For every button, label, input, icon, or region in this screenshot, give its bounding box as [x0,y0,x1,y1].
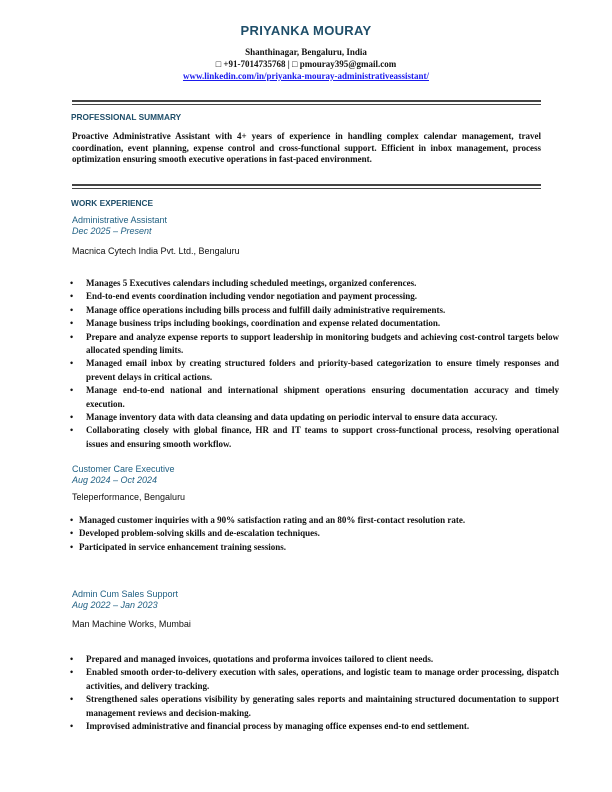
job-dates: Aug 2024 – Oct 2024 [72,475,158,485]
bullet-icon: • [70,304,74,315]
bullet-icon: • [70,278,74,288]
bullet-text: End-to-end events coordination including vendor negotiation and payment processing. [86,291,417,302]
divider [72,100,541,105]
bullet-item [70,384,559,411]
divider [72,184,541,189]
job-title-text: Admin Cum Sales Support [72,589,179,599]
phone-email-line [0,58,612,70]
bullet-text: Managed email inbox by creating structured folders and priority-based categorization to ensure timely responses and prevent delays in critical actions. [86,358,559,382]
bullet-icon: • [70,528,74,539]
bullet-item [70,720,559,733]
bullet-icon: • [70,667,74,678]
email-icon: □ [292,59,298,69]
job-bullets [70,653,559,733]
bullet-item [70,317,559,330]
bullet-item [70,514,503,527]
job-title-text: Customer Care Executive [72,464,175,474]
bullet-icon: • [70,515,74,525]
bullet-text: Manage inventory data with data cleansing and data updating on periodic interval to ensure data accuracy. [86,412,498,423]
bullet-item [70,693,559,720]
bullet-icon: • [70,358,74,369]
job-title [72,589,178,611]
job-title [72,464,175,486]
bullet-text: Enabled smooth order-to-delivery execution with sales, operations, and logistic team to manage order processing, dispatch activities, and delivery tracking. [86,667,559,691]
bullet-icon: • [70,694,74,705]
bullet-text: Collaborating closely with global finance, HR and IT teams to support cross-functional process, resolving operational issues and ensuring smooth workflow. [86,425,559,449]
job-title [72,215,167,237]
company: Macnica Cytech India Pvt. Ltd., Bengaluru [72,246,240,256]
bullet-icon: • [70,318,74,329]
bullet-item [70,653,559,666]
bullet-icon: • [70,385,74,396]
bullet-item [70,277,559,290]
job-bullets [70,277,559,451]
bullet-icon: • [70,541,74,552]
bullet-icon: • [70,654,74,664]
bullet-icon: • [70,331,74,342]
bullet-icon: • [70,721,74,732]
bullet-text: Manage office operations including bills process and fulfill daily administrative requirements. [86,304,446,315]
bullet-text: Prepared and managed invoices, quotations and proforma invoices tailored to client needs. [86,654,434,664]
job-dates: Dec 2025 – Present [72,226,152,236]
separator: | [287,59,290,69]
linkedin-link[interactable]: www.linkedin.com/in/priyanka-mouray-administrativeassistant/ [182,71,430,81]
bullet-item [70,304,559,317]
email[interactable]: pmouray395@gmail.com [299,59,397,69]
company: Teleperformance, Bengaluru [72,492,186,502]
bullet-item [70,666,559,693]
bullet-item [70,527,503,540]
bullet-item [70,331,559,358]
bullet-icon: • [70,425,74,436]
bullet-text: Managed customer inquiries with a 90% satisfaction rating and an 80% first-contact resolution rate. [79,515,466,525]
bullet-item [70,411,559,424]
bullet-item [70,290,559,303]
job-dates: Aug 2022 – Jan 2023 [72,600,158,610]
bullet-text: Participated in service enhancement training sessions. [79,541,286,552]
bullet-icon: • [70,412,74,423]
experience-heading: WORK EXPERIENCE [71,198,154,208]
bullet-text: Strengthened sales operations visibility by generating sales reports and maintaining structured documentation to support management reviews and decision-making. [86,694,559,718]
summary-text: Proactive Administrative Assistant with 4+ years of experience in handling complex calendar management, travel coordination, event planning, expense control and cross-functional support. Efficient in inbox management, process optimization ensuring smooth executive operations in fast-paced environment. [72,131,541,165]
contact-block [0,46,612,82]
bullet-item [70,541,503,554]
bullet-item [70,424,559,451]
company: Man Machine Works, Mumbai [72,619,191,629]
bullet-item [70,357,559,384]
summary-heading: PROFESSIONAL SUMMARY [71,112,182,122]
bullet-text: Manages 5 Executives calendars including scheduled meetings, organized conferences. [86,278,417,288]
bullet-text: Developed problem-solving skills and de-escalation techniques. [79,528,320,539]
bullet-text: Prepare and analyze expense reports to support leadership in monitoring budgets and achieving cost-control targets below allocated spending limits. [86,331,559,356]
bullet-text: Improvised administrative and financial process by managing office expenses end-to end settlement. [86,721,470,732]
bullet-text: Manage business trips including bookings, coordination and expense related documentation. [86,318,441,329]
bullet-text: Manage end-to-end national and international shipment operations ensuring documentation accuracy and timely execution. [86,385,559,409]
candidate-name: PRIYANKA MOURAY [240,23,372,38]
job-title-text: Administrative Assistant [72,215,168,225]
bullet-icon: • [70,291,74,302]
phone: +91-7014735768 [223,59,286,69]
phone-icon: □ [215,59,222,69]
job-bullets [70,514,503,554]
address: Shanthinagar, Bengaluru, India [245,47,367,57]
